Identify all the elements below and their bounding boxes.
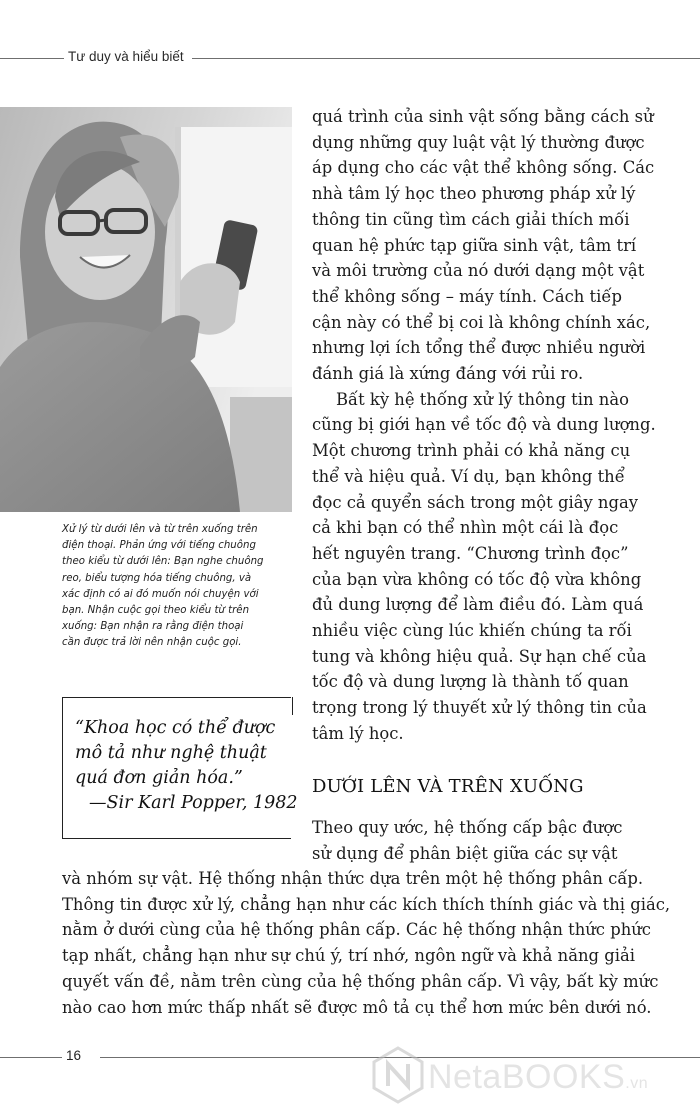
text-line: hết nguyên trang. “Chương trình đọc” [312,543,629,563]
caption-line: xác định có ai đó muốn nói chuyện với [62,588,259,600]
text-line: nhà tâm lý học theo phương pháp xử lý [312,184,636,204]
paragraph-3-top [312,815,622,866]
footer-rule-left [0,1057,62,1058]
quote-line: mô tả như nghệ thuật [75,743,267,763]
text-line: sử dụng để phân biệt giữa các sự vật [312,843,618,863]
text-line: tung và không hiệu quả. Sự hạn chế của [312,646,647,666]
watermark-suffix: .vn [625,1075,649,1092]
text-line: đọc cả quyển sách trong một giây ngay [312,492,639,512]
text-line: trọng trong lý thuyết xử lý thông tin của [312,698,647,718]
caption-line: bạn. Nhận cuộc gọi theo kiểu từ trên [62,605,250,617]
photo-caption [62,522,294,652]
text-line: tốc độ và dung lượng là thành tố quan [312,672,629,692]
text-line: đánh giá là xứng đáng với rủi ro. [312,364,584,384]
page-number: 16 [62,1048,85,1063]
caption-line: điện thoại. Phản ứng với tiếng chuông [62,540,256,552]
text-line: tâm lý học. [312,723,404,743]
photo-woman-with-phone [0,107,292,512]
quote-author: —Sir Karl Popper, 1982 [89,793,298,813]
text-line: nằm ở dưới cùng của hệ thống phân cấp. Các hệ thống nhận thức phức [62,920,651,940]
text-line: Theo quy ước, hệ thống cấp bậc được [312,818,623,837]
watermark-brand: NetaBOOKS [428,1058,626,1096]
text-line: và môi trường của nó dưới dạng một vật [312,261,645,281]
text-line: nào cao hơn mức thấp nhất sẽ được mô tả cụ thể hơn mức bên dưới nó. [62,997,652,1017]
text-line: quan hệ phức tạp giữa sinh vật, tâm trí [312,235,637,255]
text-line: nhưng lợi ích tổng thể được nhiều người [312,338,646,358]
text-line: và nhóm sự vật. Hệ thống nhận thức dựa trên một hệ thống phân cấp. [62,869,644,888]
text-line: của bạn vừa không có tốc độ vừa không [312,569,642,589]
text-line: tạp nhất, chẳng hạn như sự chú ý, trí nhớ, ngôn ngữ và khả năng giải [62,946,635,966]
watermark-text [428,1058,648,1097]
text-line: Thông tin được xử lý, chẳng hạn như các kích thích thính giác và thị giác, [62,894,671,914]
quote-line: quá đơn giản hóa.” [75,768,243,788]
caption-line: Xử lý từ dưới lên và từ trên xuống trên [62,524,258,535]
header-rule-right [192,58,700,59]
text-line: đủ dung lượng để làm điều đó. Làm quá [312,595,644,615]
section-heading: DƯỚI LÊN VÀ TRÊN XUỐNG [312,776,584,797]
text-line: dụng những quy luật vật lý thường được [312,132,645,152]
text-line: thể và hiệu quả. Ví dụ, bạn không thể [312,466,625,486]
text-line: Một chương trình phải có khả năng cụ [312,441,631,461]
text-line: áp dụng cho các vật thể không sống. Các [312,158,655,178]
caption-line: xuống: Bạn nhận ra rằng điện thoại [62,621,244,633]
text-line: quyết vấn đề, nằm trên cùng của hệ thống phân cấp. Vì vậy, bất kỳ mức [62,971,659,991]
text-line: thể không sống – máy tính. Cách tiếp [312,286,622,306]
text-line: quá trình của sinh vật sống bằng cách sử [312,107,654,126]
pull-quote [75,716,298,816]
netabooks-logo-icon [370,1044,426,1104]
running-header: Tư duy và hiểu biết [64,49,188,64]
netabooks-watermark [370,1044,700,1104]
paragraph-2 [312,387,687,747]
paragraph-1 [312,104,687,387]
pull-quote-box [62,697,298,839]
text-line: thông tin cũng tìm cách giải thích mối [312,209,630,229]
text-line: cận này có thể bị coi là không chính xác, [312,312,651,332]
body-column [312,104,687,747]
paragraph-3-bottom [62,866,670,1020]
text-line: Bất kỳ hệ thống xử lý thông tin nào [336,389,629,409]
caption-line: reo, biểu tượng hóa tiếng chuông, và [62,572,252,584]
text-line: cũng bị giới hạn về tốc độ và dung lượng. [312,415,656,435]
text-line: cả khi bạn có thể nhìn một cái là đọc [312,518,619,538]
text-line: nhiều việc cùng lúc khiến chúng ta rối [312,621,632,641]
photo-illustration [0,107,292,512]
header-rule-left [0,58,64,59]
quote-line: “Khoa học có thể được [75,718,276,738]
caption-line: cần được trả lời nên nhận cuộc gọi. [62,637,242,649]
caption-line: theo kiểu từ dưới lên: Bạn nghe chuông [62,556,264,568]
